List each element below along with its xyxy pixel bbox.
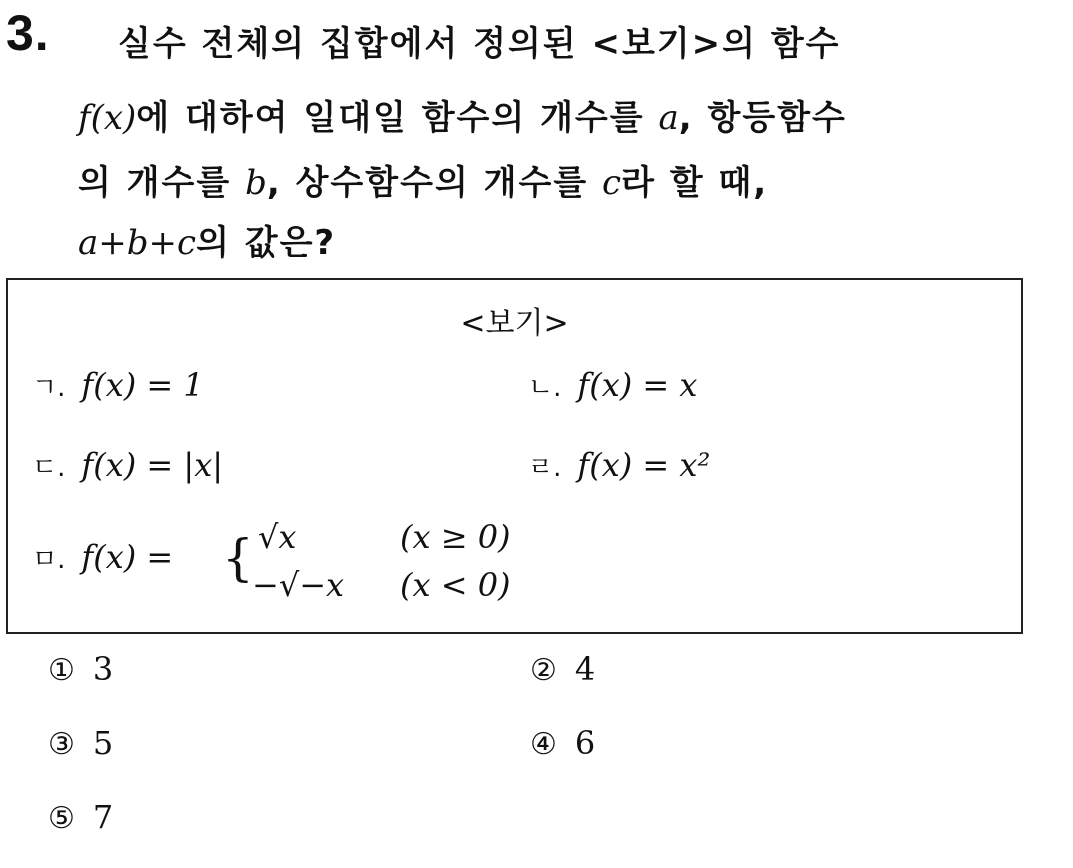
question-line-3-text-c: 라 할 때, — [621, 163, 769, 203]
choice-4[interactable] — [530, 724, 595, 762]
question-line-2-text-b: , 항등함수 — [678, 98, 847, 138]
case-1-expr: √x — [258, 518, 297, 556]
question-line-3-text-b: , 상수함수의 개수를 — [266, 163, 589, 203]
piecewise-brace: { — [222, 529, 254, 587]
choice-3[interactable] — [48, 724, 113, 762]
item-expr-prefix: f(x) = — [81, 538, 174, 576]
example-box-title: <보기> — [460, 306, 569, 341]
case-2-expr: −√−x — [252, 566, 345, 604]
choice-value: 3 — [92, 650, 114, 688]
item-expr: f(x) = |x| — [81, 446, 224, 484]
choice-value: 6 — [574, 724, 596, 762]
choice-mark: ⑤ — [48, 801, 75, 836]
choice-5[interactable] — [48, 798, 113, 836]
question-line-4 — [78, 215, 336, 264]
item-label: ㄷ. — [32, 453, 66, 483]
question-line-4-text: 의 값은? — [196, 223, 337, 263]
choice-mark: ② — [530, 653, 557, 688]
example-item-4 — [528, 446, 710, 484]
item-expr: f(x) = 1 — [81, 366, 204, 404]
piecewise-cond-2 — [400, 566, 511, 604]
piecewise-case-1 — [258, 518, 296, 556]
item-expr: f(x) = x — [577, 366, 698, 404]
math-fx: f(x) — [78, 98, 137, 138]
item-label: ㄴ. — [528, 373, 562, 403]
choice-mark: ④ — [530, 727, 557, 762]
choice-1[interactable] — [48, 650, 113, 688]
example-item-5 — [32, 538, 173, 576]
choice-mark: ③ — [48, 727, 75, 762]
choice-value: 4 — [574, 650, 596, 688]
example-item-1 — [32, 366, 204, 404]
choice-value: 5 — [92, 724, 114, 762]
item-label: ㅁ. — [32, 545, 66, 575]
example-item-2 — [528, 366, 697, 404]
math-abc: a+b+c — [78, 223, 197, 263]
case-1-cond: (x ≥ 0) — [400, 518, 511, 556]
math-a: a — [658, 98, 679, 138]
piecewise-case-2 — [252, 566, 344, 604]
question-line-3 — [78, 155, 768, 204]
example-item-3 — [32, 446, 223, 484]
question-line-3-text-a: 의 개수를 — [78, 163, 232, 203]
math-b: b — [245, 163, 267, 203]
question-line-2 — [78, 90, 847, 139]
choice-2[interactable] — [530, 650, 595, 688]
case-2-cond: (x < 0) — [400, 566, 511, 604]
item-label: ㄹ. — [528, 453, 562, 483]
choice-value: 7 — [92, 798, 114, 836]
math-c: c — [602, 163, 622, 203]
question-line-1: 실수 전체의 집합에서 정의된 <보기>의 함수 — [118, 24, 841, 64]
item-label: ㄱ. — [32, 373, 66, 403]
example-box — [6, 278, 1023, 634]
question-line-2-text-a: 에 대하여 일대일 함수의 개수를 — [136, 98, 645, 138]
item-expr: f(x) = x² — [577, 446, 711, 484]
piecewise-cond-1 — [400, 518, 511, 556]
choice-mark: ① — [48, 653, 75, 688]
question-number: 3. — [6, 5, 50, 61]
